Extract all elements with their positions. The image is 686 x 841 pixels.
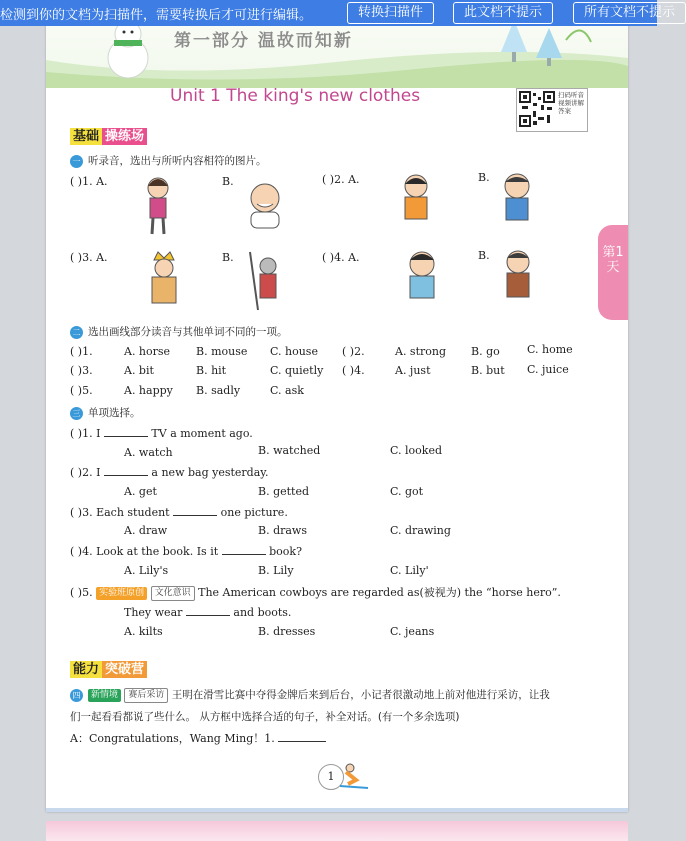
- picture-man-surprised: [498, 246, 538, 300]
- footer-skier-decoration: [338, 762, 370, 790]
- question-2-instruction: 选出画线部分读音与其他单词不同的一项。: [88, 326, 288, 338]
- q3-item-5-line2: [124, 605, 291, 619]
- do-not-prompt-all-button[interactable]: 所有文档不提示: [573, 2, 686, 24]
- original-tag: 实验班原创: [96, 587, 147, 600]
- q2-row-2-paren-2: ( )4.: [342, 364, 365, 377]
- q3-item-5-c: C. jeans: [390, 625, 435, 638]
- answer-blank[interactable]: [173, 505, 217, 516]
- q2-row-1-c: C. house: [270, 345, 318, 358]
- picture-man-sad: [496, 170, 538, 222]
- q3-item-4-stem: [70, 544, 302, 558]
- q2-row-2-d: A. just: [395, 364, 431, 377]
- part-title: 第一部分 温故而知新: [174, 31, 353, 51]
- picture-soldier: [242, 250, 288, 312]
- new-context-tag: 新情境: [88, 689, 121, 702]
- q3-item-2-stem: [70, 465, 269, 479]
- q3-item-5-line2-a: They wear: [124, 606, 183, 619]
- interview-tag: 赛后采访: [124, 688, 168, 703]
- q2-row-2-c: C. quietly: [270, 364, 324, 377]
- q2-row-1-paren-2: ( )2.: [342, 345, 365, 358]
- q3-item-2-b: B. getted: [258, 485, 310, 498]
- question-4-dialog-text: A：Congratulations，Wang Ming！1.: [70, 732, 275, 745]
- q3-item-5-b: B. dresses: [258, 625, 316, 638]
- q3-item-1-b: B. watched: [258, 444, 321, 457]
- question-3-instruction: 单项选择。: [88, 407, 141, 419]
- q2-row-2-paren: ( )3.: [70, 364, 93, 377]
- section-badge-ability-a: 能力: [70, 661, 102, 678]
- section-badge-ability-b: 突破营: [102, 661, 147, 678]
- q2-row-3-paren: ( )5.: [70, 384, 93, 397]
- q2-row-1-f: C. home: [527, 343, 573, 356]
- q2-row-3-a: A. happy: [124, 384, 173, 397]
- section-badge-basic-b: 操练场: [102, 128, 147, 145]
- q1-item-3-label: ( )3. A.: [70, 251, 108, 264]
- picture-king: [144, 250, 184, 308]
- q1-item-4-b: B.: [478, 249, 490, 262]
- q2-row-2-b: B. hit: [196, 364, 227, 377]
- section-badge-basic: [70, 125, 147, 143]
- q2-row-1-paren: ( )1.: [70, 345, 93, 358]
- question-3-heading: [70, 405, 141, 420]
- qr-side-text: 扫码听音 视频讲解 答案: [558, 91, 584, 115]
- q3-item-1-stem-a: ( )1. I: [70, 427, 101, 440]
- q2-row-3-b: B. sadly: [196, 384, 241, 397]
- section-badge-basic-a: 基础: [70, 128, 102, 145]
- page-number: 1: [318, 764, 344, 790]
- document-page: [46, 0, 628, 812]
- q3-item-5-label: ( )5.: [70, 586, 93, 599]
- question-4-dialog: [70, 730, 326, 746]
- picture-boy-eating: [396, 172, 436, 222]
- q3-item-5-line2-b: and boots.: [233, 606, 292, 619]
- q3-item-1-a: A. watch: [124, 446, 173, 459]
- q1-item-1-b: B.: [222, 175, 234, 188]
- picture-boy-coughing: [398, 248, 442, 302]
- q1-item-2-b: B.: [478, 171, 490, 184]
- q3-item-4-stem-a: ( )4. Look at the book. Is it: [70, 545, 219, 558]
- question-2-heading: [70, 324, 288, 339]
- q3-item-4-c: C. Lily': [390, 564, 429, 577]
- section-badge-ability: [70, 658, 147, 676]
- day-side-tab: 第1天: [598, 225, 628, 320]
- do-not-prompt-document-button[interactable]: 此文档不提示: [453, 2, 553, 24]
- question-4-text-2: 们一起看看都说了些什么。 从方框中选择合适的句子，补全对话。(有一个多余选项): [70, 711, 460, 723]
- q2-row-1-a: A. horse: [124, 345, 171, 358]
- q2-row-2-f: C. juice: [527, 363, 569, 376]
- next-page-preview: [46, 821, 628, 841]
- q3-item-4-stem-b: book?: [269, 545, 302, 558]
- q3-item-5-a: A. kilts: [124, 625, 163, 638]
- question-4-text-1: 王明在滑雪比赛中夺得金牌后来到后台，小记者很激动地上前对他进行采访，让我: [171, 689, 550, 701]
- answer-blank[interactable]: [222, 544, 266, 555]
- q3-item-2-stem-a: ( )2. I: [70, 466, 101, 479]
- q3-item-3-stem-a: ( )3. Each student: [70, 506, 170, 519]
- q2-row-1-b: B. mouse: [196, 345, 248, 358]
- page-bottom-border: [46, 808, 628, 812]
- q3-item-2-a: A. get: [124, 485, 157, 498]
- q3-item-3-stem-b: one picture.: [220, 506, 288, 519]
- question-number-3: 三: [70, 407, 83, 420]
- answer-blank[interactable]: [104, 465, 148, 476]
- q2-row-2-a: A. bit: [124, 364, 154, 377]
- q2-row-2-e: B. but: [471, 364, 505, 377]
- qr-code-box[interactable]: [516, 88, 588, 132]
- answer-blank[interactable]: [278, 731, 326, 742]
- q3-item-4-a: A. Lily's: [124, 564, 169, 577]
- qr-code-icon: [519, 91, 555, 127]
- q3-item-3-c: C. drawing: [390, 524, 451, 537]
- question-number-2: 二: [70, 326, 83, 339]
- question-1-heading: [70, 153, 267, 168]
- picture-baby-crying: [242, 180, 288, 230]
- scan-notice-bar: [0, 0, 676, 26]
- q1-item-3-b: B.: [222, 251, 234, 264]
- question-4-heading: [70, 687, 550, 703]
- q3-item-4-b: B. Lily: [258, 564, 294, 577]
- q1-item-2-label: ( )2. A.: [322, 173, 360, 186]
- q3-item-5-stem-text: The American cowboys are regarded as(被视为) the “horse hero”.: [198, 586, 561, 599]
- question-number-1: 一: [70, 155, 83, 168]
- scan-notice-message: 检测到你的文档为扫描件，需要转换后才可进行编辑。: [0, 8, 313, 23]
- unit-title: Unit 1 The king's new clothes: [170, 86, 421, 106]
- picture-girl-angry: [138, 172, 178, 238]
- q1-item-1-label: ( )1. A.: [70, 175, 108, 188]
- q2-row-3-c: C. ask: [270, 384, 304, 397]
- q3-item-3-a: A. draw: [124, 524, 168, 537]
- q3-item-1-c: C. looked: [390, 444, 442, 457]
- q3-item-2-c: C. got: [390, 485, 424, 498]
- culture-tag: 文化意识: [151, 586, 195, 601]
- q1-item-4-label: ( )4. A.: [322, 251, 360, 264]
- q3-item-1-stem: [70, 426, 253, 440]
- answer-blank[interactable]: [186, 605, 230, 616]
- q3-item-3-stem: [70, 505, 288, 519]
- question-number-4: 四: [70, 689, 83, 702]
- question-1-instruction: 听录音，选出与所听内容相符的图片。: [88, 155, 267, 167]
- answer-blank[interactable]: [104, 426, 148, 437]
- q2-row-1-e: B. go: [471, 345, 500, 358]
- convert-scan-button[interactable]: 转换扫描件: [347, 2, 434, 24]
- q2-row-1-d: A. strong: [395, 345, 447, 358]
- q3-item-1-stem-b: TV a moment ago.: [151, 427, 253, 440]
- q3-item-2-stem-b: a new bag yesterday.: [151, 466, 269, 479]
- q3-item-5-stem: [70, 584, 561, 601]
- q3-item-3-b: B. draws: [258, 524, 307, 537]
